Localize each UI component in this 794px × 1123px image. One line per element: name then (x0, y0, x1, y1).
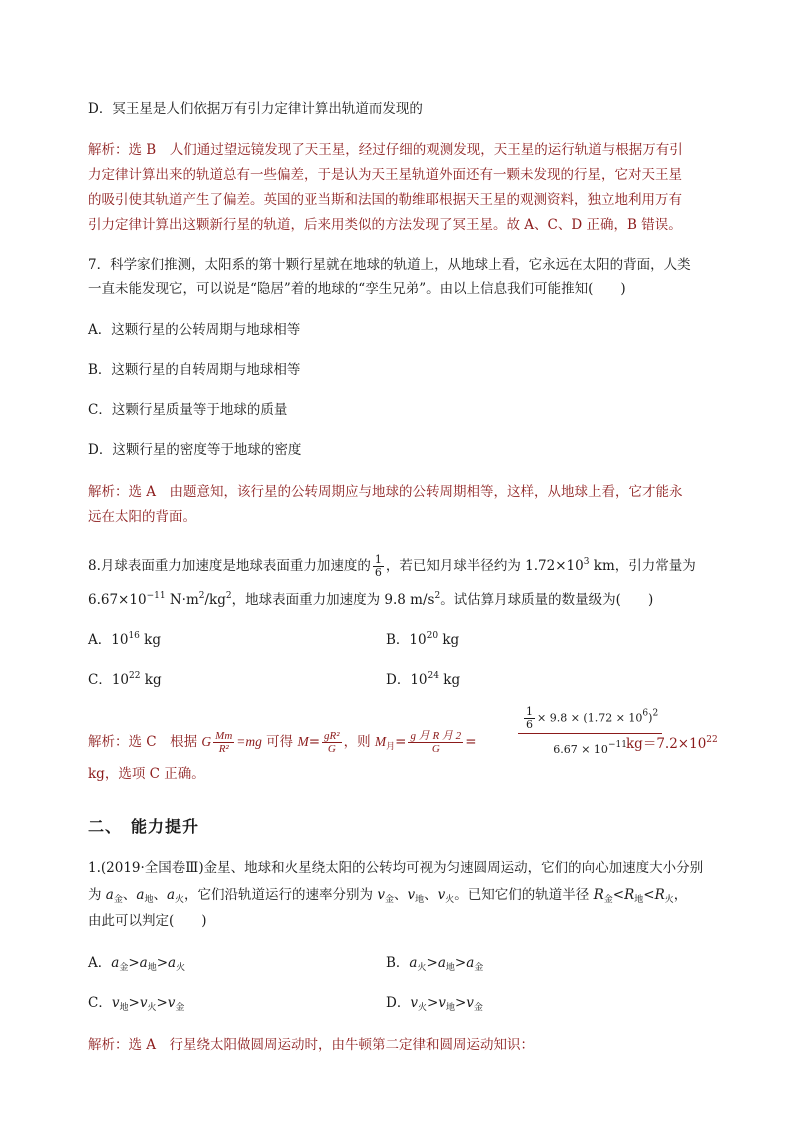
q8-analysis-line-2: kg，选项 C 正确。 (88, 766, 205, 782)
p1-option-d: D．$v_火>v_地>v_金$ (386, 995, 483, 1013)
mm-over-r2-fraction: $\frac{Mm}{\text{R²}}$ (215, 730, 233, 755)
q6-analysis-line-2: 力定律计算出来的轨道总有一些偏差，于是认为天王星轨道外面还有一颗未发现的行星，它对天王星 (88, 167, 682, 183)
q8-result: $kg=7.2\times 10^{22}$ (626, 735, 718, 752)
q6-option-d: D．冥王星是人们依据万有引力定律计算出轨道而发现的 (88, 101, 423, 117)
q7-analysis-line-2: 远在太阳的背面。 (88, 509, 196, 525)
p1-stem-line-2: 为 $a_金$、$a_地$、$a_火$，它们沿轨道运行的速率分别为 $v_金$、$v_地$、$v_火$。已知它们的轨道半径 $R_金<R_地<R_火$， (88, 887, 688, 905)
moon-mass-calculation-fraction: $\frac{1}{6}$ × $9.8 \times (1.72 \times 10^6)^2$ $6.67 \times 10^{-11}$ (518, 706, 662, 757)
q6-analysis-line-3: 的吸引使其轨道产生了偏差。英国的亚当斯和法国的勒维耶根据天王星的观测资料，独立地利用万有 (88, 192, 682, 208)
q7-analysis-line-1: 解析：选 A 由题意知，该行星的公转周期应与地球的公转周期相等，这样，从地球上看，它才能永 (88, 484, 683, 500)
p1-stem-line-3: 由此可以判定( ) (88, 913, 207, 929)
q7-option-d: D．这颗行星的密度等于地球的密度 (88, 442, 302, 458)
p1-stem-line-1: 1.(2019·全国卷Ⅲ)金星、地球和火星绕太阳的公转均可视为匀速圆周运动，它们的向心加速度大小分别 (88, 860, 704, 876)
p1-option-b: B．$a_火>a_地>a_金$ (386, 955, 484, 973)
q8-analysis-line-1: 解析：选 C 根据 G $\frac{Mm}{\text{R²}}$ =mg 可得 M= $\frac{\text{gR²}}{G}$ ，则 $M_月=$ $\frac{\text{g 月 R 月 2}}{G}$ = (88, 730, 477, 755)
p1-analysis: 解析：选 A 行星绕太阳做圆周运动时，由牛顿第二定律和圆周运动知识： (88, 1037, 535, 1053)
q8-option-d: D．$10^{24}$ kg (386, 671, 461, 688)
q8-stem-line-1: 8.月球表面重力加速度是地球表面重力加速度的 $\frac{1}{6}$ ，若已知月球半径约为 $1.72\times 10^3$ km，引力常量为 (88, 553, 696, 579)
p1-option-c: C．$v_地>v_火>v_金$ (88, 995, 185, 1013)
one-sixth-fraction: $\frac{1}{6}$ (374, 553, 382, 579)
gmoon-rmoon-over-g-fraction: $\frac{\text{g 月 R 月 2}}{G}$ (410, 730, 462, 755)
q7-option-a: A．这颗行星的公转周期与地球相等 (88, 322, 301, 338)
q7-stem-line-2: 一直未能发现它，可以说是“隐居”着的地球的“孪生兄弟”。由以上信息我们可能推知( ) (88, 281, 626, 297)
q6-analysis-line-4: 引力定律计算出这颗新行星的轨道，后来用类似的方法发现了冥王星。故 A、C、D 正确，B 错误。 (88, 217, 682, 233)
q7-option-b: B．这颗行星的自转周期与地球相等 (88, 362, 301, 378)
q7-stem-line-1: 7．科学家们推测，太阳系的第十颗行星就在地球的轨道上，从地球上看，它永远在太阳的背面，人类 (88, 257, 691, 273)
p1-option-a: A．$a_金>a_地>a_火$ (88, 955, 186, 973)
gr2-over-g-fraction: $\frac{\text{gR²}}{G}$ (324, 730, 340, 755)
q8-stem-line-2: $6.67\times 10^{-11}$ $N\cdot m^2/kg^2$，地球表面重力加速度为 9.8 $m/s^2$。试估算月球质量的数量级为( ) (88, 591, 654, 608)
q8-option-c: C．$10^{22}$ kg (88, 671, 162, 688)
q7-option-c: C．这颗行星质量等于地球的质量 (88, 402, 288, 418)
section-heading: 二、 能力提升 (88, 817, 200, 836)
q8-option-a: A．$10^{16}$ kg (88, 631, 162, 648)
q6-analysis-line-1: 解析：选 B 人们通过望远镜发现了天王星，经过仔细的观测发现，天王星的运行轨道与根据万有引 (88, 142, 683, 158)
q8-option-b: B．$10^{20}$ kg (386, 631, 460, 648)
